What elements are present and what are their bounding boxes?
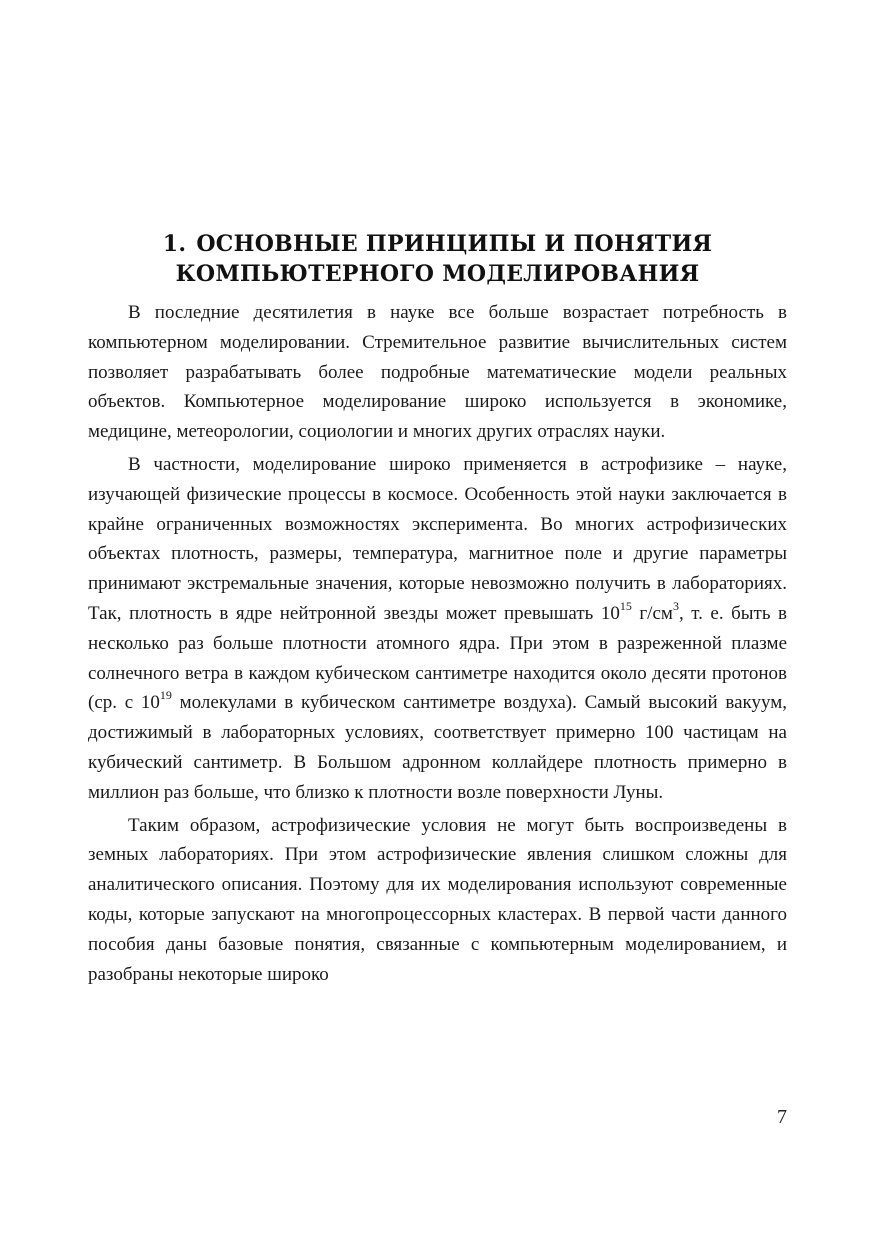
paragraph-2-text-c: , т. е. быть в несколько раз больше плотности атомного ядра. При этом в разреженной плазме солнечного ветра в каждом кубическом сантиметре находится около десяти протонов (ср. с 10 <box>88 602 788 714</box>
chapter-title <box>88 229 787 289</box>
body-text <box>88 298 787 989</box>
exponent-15: 15 <box>619 598 632 613</box>
paragraph-2-text-b: г/см <box>631 602 673 624</box>
paragraph-3: Таким образом, астрофизические условия не могут быть воспроизведены в земных лабораториях. При этом астрофизические явления слишком сложны для аналитического описания. Поэтому для их моделирования используют современные коды, которые запускают на многопроцессорных кластерах. В первой части данного пособия даны базовые понятия, связанные с компьютерным моделированием, и разобраны некоторые широко <box>88 814 787 985</box>
paragraph-1: В последние десятилетия в науке все больше возрастает потребность в компьютерном моделировании. Стремительное развитие вычислительных систем позволяет разрабатывать более подробные математические модели реальных объектов. Компьютерное моделирование широко используется в экономике, медицине, метеорологии, социологии и многих других отраслях науки. <box>88 302 787 443</box>
exponent-19: 19 <box>159 688 172 703</box>
paragraph-2-text-d: молекулами в кубическом сантиметре воздуха). Самый высокий вакуум, достижимый в лабораторных условиях, соответствует примерно 100 частицам на кубический сантиметр. В Большом адронном коллайдере плотность примерно в миллион раз больше, что близко к плотности возле поверхности Луны. <box>88 692 787 803</box>
exponent-3: 3 <box>672 598 679 613</box>
page-number: 7 <box>777 1106 787 1128</box>
chapter-title-text-1: ОСНОВНЫЕ ПРИНЦИПЫ И ПОНЯТИЯ <box>196 230 713 257</box>
chapter-title-line-1 <box>88 229 787 259</box>
document-page <box>88 0 787 1241</box>
paragraph-2-text-a: В частности, моделирование широко применяется в астрофизике – науке, изучающей физические процессы в космосе. Особенность этой науки заключается в крайне ограниченных возможностях эксперимента. Во многих астрофизических объектах плотность, размеры, температура, магнитное поле и другие параметры принимают экстремальные значения, которые невозможно получить в лабораториях. Так, плотность в ядре нейтронной звезды может превышать 10 <box>88 453 787 624</box>
chapter-number: 1. <box>162 230 187 257</box>
paragraph-2 <box>88 450 787 808</box>
chapter-title-line-2: КОМПЬЮТЕРНОГО МОДЕЛИРОВАНИЯ <box>175 260 700 287</box>
